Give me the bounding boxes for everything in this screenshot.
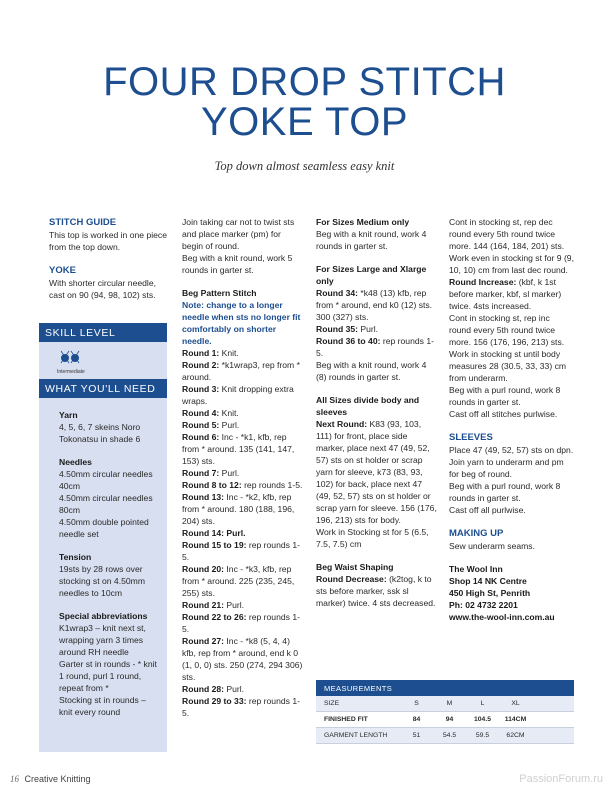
abbreviation-item: K1wrap3 – knit next st, wrapping yarn 3 times around RH needle	[59, 623, 146, 657]
column-sizes	[316, 216, 438, 609]
subtitle: Top down almost seamless easy knit	[214, 159, 395, 173]
needles-item: 4.50mm circular needles 80cm	[59, 493, 153, 515]
table-header-row: SIZE S M L XL	[316, 696, 574, 712]
stitch-guide-heading: STITCH GUIDE	[49, 217, 117, 228]
medium-text: Beg with a knit round, work 4 rounds in garter st.	[316, 229, 427, 251]
waist-heading: Beg Waist Shaping	[316, 562, 394, 572]
measurements-table	[316, 680, 574, 744]
needles-item: 4.50mm circular needles 40cm	[59, 469, 153, 491]
sleeves-heading: SLEEVES	[449, 432, 493, 443]
body-text: Cast off all stitches purlwise.	[449, 409, 558, 419]
sidebar-panel	[39, 323, 167, 752]
what-you-need-body	[39, 398, 167, 718]
beg-pattern-heading: Beg Pattern Stitch	[182, 288, 257, 298]
tension-text: 19sts by 28 rows over stocking st on 4.50mm needles to 10cm	[59, 564, 145, 598]
round-item: Round 15 to 19: rep rounds 1-5.	[182, 540, 300, 562]
round-item: Round 36 to 40: rep rounds 1-5.	[316, 336, 434, 358]
sleeves-text: Beg with a purl round, work 8 rounds in garter st.	[449, 481, 561, 503]
shop-phone: Ph: 02 4732 2201	[449, 600, 518, 610]
shop-address: Shop 14 NK Centre	[449, 576, 527, 586]
intro-text: Join taking car not to twist sts and place marker (pm) for begin of round.	[182, 217, 295, 251]
sleeves-text: Place 47 (49, 52, 57) sts on dpn. Join yarn to underarm and pm for beg of round.	[449, 445, 574, 479]
page-footer	[10, 773, 91, 785]
round-item: Round 1: Knit.	[182, 348, 239, 358]
round-item: Round Increase: (kbf, k 1st before marker, kbf, sl marker) twice. 4sts increased.	[449, 277, 562, 311]
yoke-heading: YOKE	[49, 265, 76, 276]
skill-level-value: Intermediate	[57, 369, 85, 375]
large-heading: For Sizes Large and Xlarge only	[316, 264, 427, 286]
title-line-1: FOUR DROP STITCH	[103, 60, 506, 104]
round-item: Round 7: Purl.	[182, 468, 240, 478]
round-item: Round 35: Purl.	[316, 324, 379, 334]
needle-note: Note: change to a longer needle when sts no longer fit comfortably on shorter needle.	[182, 300, 301, 346]
table-row: FINISHED FIT 84 94 104.5 114CM	[316, 712, 574, 728]
round-item: Round 14: Purl.	[182, 528, 246, 538]
yarn-text: 4, 5, 6, 7 skeins Noro Tokonatsu in shade 6	[59, 422, 141, 444]
round-item: Round 13: Inc - *k2, kfb, rep from * around. 180 (188, 196, 204) sts.	[182, 492, 295, 526]
shop-website: www.the-wool-inn.com.au	[449, 612, 555, 622]
round-item: Round 6: Inc - *k1, kfb, rep from * around. 135 (141, 147, 153) sts.	[182, 432, 295, 466]
needles-heading: Needles	[59, 457, 92, 467]
making-up-text: Sew underarm seams.	[449, 541, 535, 551]
large-text: Beg with a knit round, work 4 (8) rounds in garter st.	[316, 360, 427, 382]
round-item: Round 28: Purl.	[182, 684, 245, 694]
page-number: 16	[10, 774, 19, 784]
round-item: Round 34: *k48 (13) kfb, rep from * around, end k0 (12) sts. 300 (327) sts.	[316, 288, 433, 322]
watermark: PassionForum.ru	[519, 773, 603, 785]
round-item: Round 3: Knit dropping extra wraps.	[182, 384, 294, 406]
round-item: Round 29 to 33: rep rounds 1-5.	[182, 696, 300, 718]
column-pattern	[182, 216, 304, 719]
tension-heading: Tension	[59, 552, 92, 562]
work-text: Work in Stocking st for 5 (6.5, 7.5, 7.5) cm	[316, 527, 429, 549]
round-item: Round 5: Purl.	[182, 420, 240, 430]
round-item: Round 27: Inc - *k8 (5, 4, 4) kfb, rep from * around, end k 0 (1, 0, 0) sts. 250 (274, 294 306) sts.	[182, 636, 303, 682]
round-item: Round 21: Purl.	[182, 600, 245, 610]
yarn-heading: Yarn	[59, 410, 78, 420]
sleeves-text: Cast off all purlwise.	[449, 505, 526, 515]
body-text: Cont in stocking st, rep dec round every 5th round twice more. 144 (164, 184, 201) sts. Work even in stocking st for 9 (9, 10, 10) cm from last dec round.	[449, 217, 574, 275]
shop-address: 450 High St, Penrith	[449, 588, 531, 598]
abbreviation-item: Stocking st in rounds – knit every round	[59, 695, 146, 717]
round-item: Round 20: Inc - *k3, kfb, rep from * around. 225 (235, 245, 255) sts.	[182, 564, 295, 598]
skill-level-box	[39, 342, 167, 379]
medium-heading: For Sizes Medium only	[316, 217, 410, 227]
magazine-name: Creative Knitting	[24, 774, 91, 784]
round-item: Round 8 to 12: rep rounds 1-5.	[182, 480, 303, 490]
intro-text-2: Beg with a knit round, work 5 rounds in garter st.	[182, 253, 293, 275]
round-item: Round 4: Knit.	[182, 408, 239, 418]
page-title	[0, 62, 609, 142]
knitting-needles-icon	[59, 350, 81, 364]
abbreviation-item: Garter st in rounds - * knit 1 round, purl 1 round, repeat from *	[59, 659, 157, 693]
column-stitch-guide	[49, 216, 167, 301]
round-item: Round 22 to 26: rep rounds 1-5.	[182, 612, 300, 634]
body-text: Beg with a purl round, work 8 rounds in garter st.	[449, 385, 561, 407]
yoke-text: With shorter circular needle, cast on 90 (94, 98, 102) sts.	[49, 278, 156, 300]
abbreviations-heading: Special abbreviations	[59, 611, 148, 621]
stitch-guide-text: This top is worked in one piece from the top down.	[49, 230, 167, 252]
title-line-2: YOKE TOP	[200, 100, 409, 144]
round-item: Round 2: *k1wrap3, rep from * around.	[182, 360, 300, 382]
skill-level-heading: SKILL LEVEL	[39, 323, 167, 342]
table-row: GARMENT LENGTH 51 54.5 59.5 62CM	[316, 728, 574, 744]
body-text: Cont in stocking st, rep inc round every 5th round twice more. 156 (176, 196, 213) sts. Work in stocking st until body measures 28 (30.5, 33, 33) cm from underarm.	[449, 313, 567, 383]
round-item: Next Round: K83 (93, 103, 111) for front, place side marker, place next 47 (49, 52, 57) sts on st holder or scrap yarn for sleeve, k73 (83, 93, 102) for back, place next 47 (49, 52, 57) sts on st holder or scrap yarn for sleeve. 156 (176, 196, 213) sts for body.	[316, 419, 437, 525]
what-you-need-heading: WHAT YOU'LL NEED	[39, 379, 167, 398]
divide-heading: All Sizes divide body and sleeves	[316, 395, 420, 417]
column-finishing	[449, 216, 574, 623]
needles-item: 4.50mm double pointed needle set	[59, 517, 149, 539]
measurements-heading: MEASUREMENTS	[316, 680, 574, 696]
making-up-heading: MAKING UP	[449, 528, 504, 539]
round-item: Round Decrease: (k2tog, k to sts before marker, ssk sl marker) twice. 4 sts decreased.	[316, 574, 436, 608]
shop-name: The Wool Inn	[449, 564, 503, 574]
